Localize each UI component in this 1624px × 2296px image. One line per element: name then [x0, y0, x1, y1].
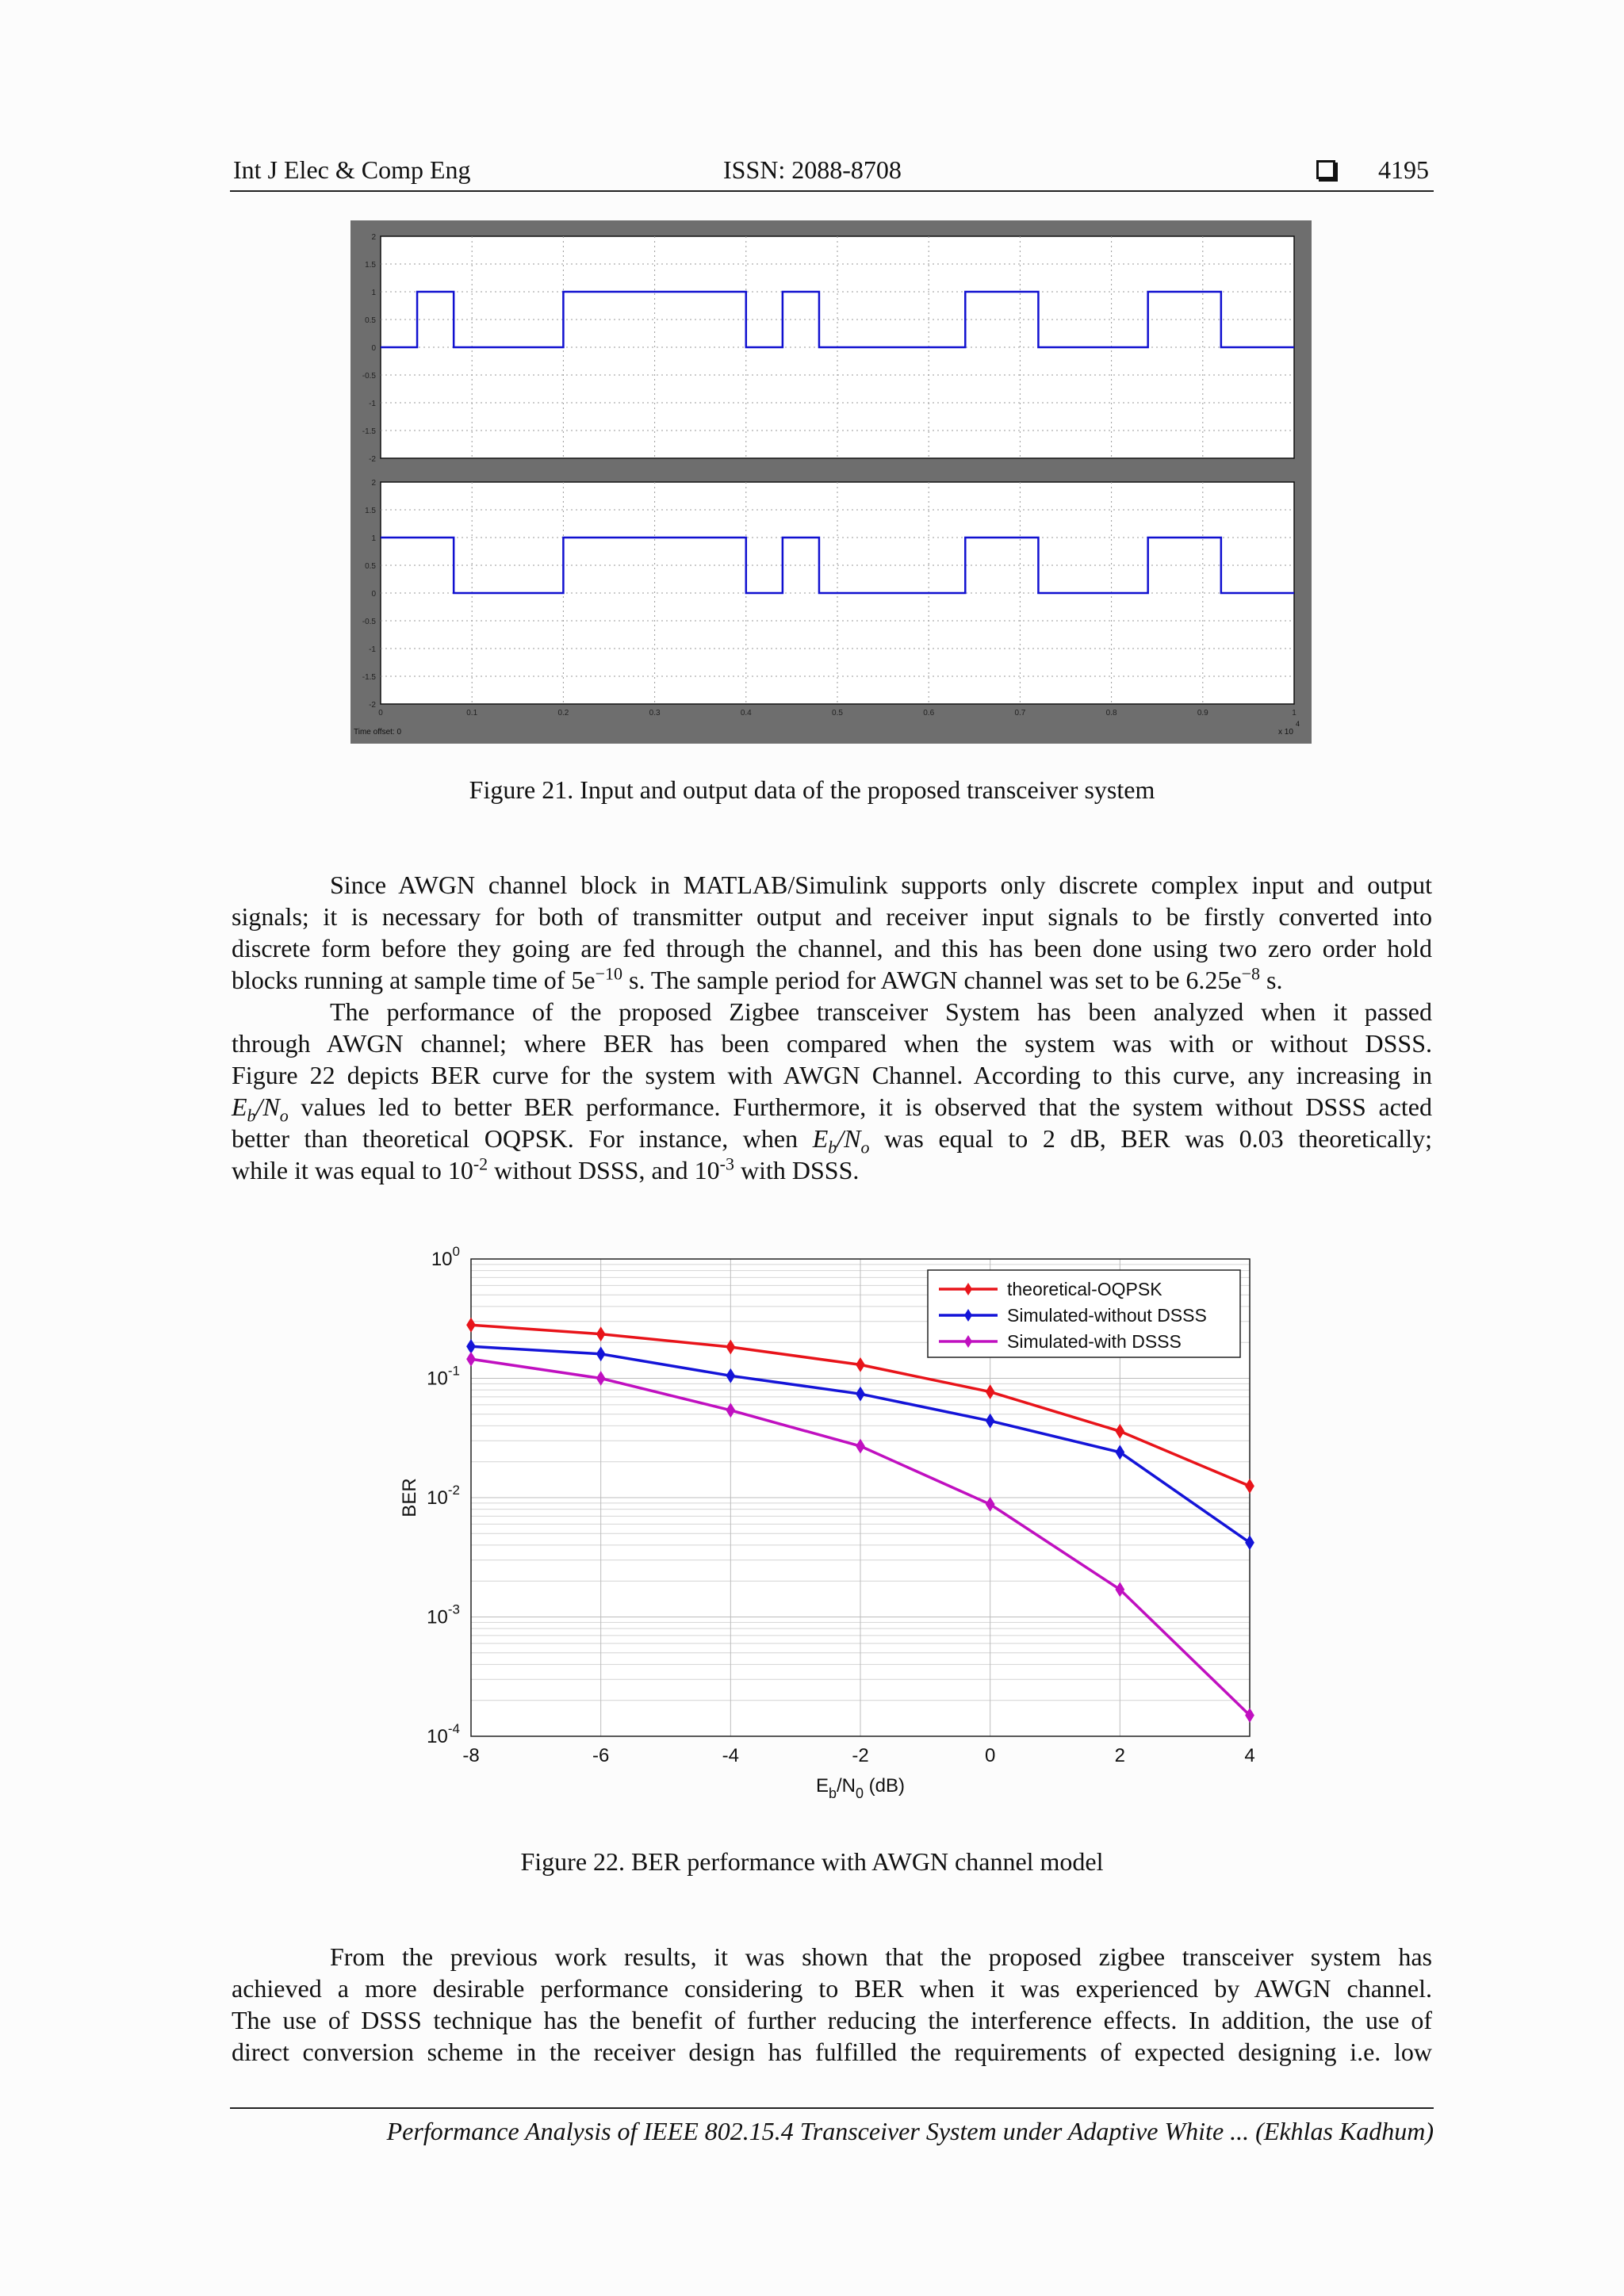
y-tick-label: -1: [369, 645, 376, 654]
y-tick-label: $10^{-4}$: [427, 1721, 460, 1747]
y-tick-label: 1: [371, 534, 376, 543]
y-tick-label: $10^{-3}$: [427, 1601, 460, 1628]
time-offset-label: Time offset: 0: [354, 728, 402, 737]
output-signal-panel: [362, 479, 1297, 718]
x-exponent-power: 4: [1296, 720, 1300, 728]
y-tick-label: 0: [371, 344, 376, 353]
y-tick-label: -0.5: [362, 618, 376, 626]
y-tick-label: $10^{-1}$: [427, 1363, 460, 1390]
x-axis-label: $E_b/N_0$ (dB): [815, 1775, 906, 1801]
y-tick-label: 0.5: [365, 562, 376, 571]
x-tick-label: 0.9: [1197, 709, 1208, 718]
text-line: Figure 22 depicts BER curve for the system with AWGN Channel. According to this curve, any increasing in: [232, 1061, 1432, 1089]
x-tick-label: 1: [1292, 709, 1297, 718]
paragraph-3: [232, 1941, 1432, 2068]
figure-21-scope: [350, 220, 1312, 744]
y-tick-label: 0: [371, 590, 376, 599]
x-exponent-label: x 10: [1278, 728, 1293, 737]
x-tick-label: 0.6: [923, 709, 935, 718]
y-tick-label: 2: [371, 479, 376, 488]
y-tick-label: -1.5: [362, 427, 376, 436]
x-tick-label: 0: [984, 1745, 996, 1766]
paragraph-1: [232, 869, 1432, 996]
text-line: better than theoretical OQPSK. For instance, when $E_b/N_o$ was equal to 2 dB, BER was 0.03 theoretically;: [232, 1124, 1433, 1158]
figure-22-caption: Figure 22. BER performance with AWGN channel model: [520, 1847, 1104, 1876]
text-line: signals; it is necessary for both of transmitter output and receiver input signals to be firstly converted into: [232, 902, 1432, 931]
y-tick-label: -1: [369, 400, 376, 408]
y-tick-label: -1.5: [362, 673, 376, 682]
x-tick-label: 2: [1114, 1745, 1126, 1766]
legend: [928, 1270, 1240, 1357]
x-tick-label: 0.7: [1014, 709, 1026, 718]
journal-name: Int J Elec & Comp Eng: [233, 155, 471, 184]
page-number: 4195: [1378, 155, 1429, 184]
text-line: while it was equal to $10^{-2}$ without DSSS, and $10^{-3}$ with DSSS.: [232, 1154, 860, 1184]
x-tick-label: 0.5: [832, 709, 843, 718]
text-line: The performance of the proposed Zigbee transceiver System has been analyzed when it passed: [330, 997, 1432, 1026]
y-tick-label: $10^{-2}$: [427, 1483, 460, 1509]
x-tick-label: 0.3: [649, 709, 661, 718]
y-tick-label: 1: [371, 289, 376, 297]
x-tick-label: -4: [722, 1745, 740, 1766]
text-line: blocks running at sample time of $5e^{-10}$ s. The sample period for AWGN channel was set to be $6.25e^{-8}$ s.: [232, 963, 1283, 994]
y-tick-label: 0.5: [365, 316, 376, 325]
page-header: [230, 155, 1434, 192]
y-tick-label: 1.5: [365, 261, 376, 270]
text-line: From the previous work results, it was shown that the proposed zigbee transceiver system has: [330, 1942, 1432, 1971]
text-line: achieved a more desirable performance considering to BER when it was experienced by AWGN channel.: [232, 1974, 1432, 2003]
paragraph-2: [232, 996, 1432, 1186]
x-tick-label: -2: [852, 1745, 869, 1766]
x-tick-label: 4: [1244, 1745, 1255, 1766]
y-tick-label: 1.5: [365, 507, 376, 515]
text-line: through AWGN channel; where BER has been compared when the system was with or without DSSS.: [232, 1029, 1432, 1058]
text-line: discrete form before they going are fed through the channel, and this has been done using two zero order hold: [232, 934, 1432, 962]
y-axis-label: BER: [399, 1478, 420, 1517]
x-tick-label: 0.2: [557, 709, 569, 718]
y-tick-label: 2: [371, 233, 376, 242]
legend-label: Simulated-with DSSS: [1007, 1331, 1182, 1352]
x-tick-label: 0.8: [1105, 709, 1117, 718]
text-line: $E_b/N_o$ values led to better BER performance. Furthermore, it is observed that the system without DSSS acted: [232, 1093, 1432, 1126]
x-tick-label: 0: [378, 709, 383, 718]
figure-22-ber-chart: [389, 1246, 1277, 1817]
legend-label: Simulated-without DSSS: [1007, 1305, 1207, 1326]
y-tick-label: -0.5: [362, 372, 376, 381]
x-tick-label: -6: [592, 1745, 610, 1766]
y-tick-label: -2: [369, 701, 376, 710]
figure-21-caption: Figure 21. Input and output data of the proposed transceiver system: [469, 775, 1155, 804]
x-tick-label: -8: [462, 1745, 480, 1766]
legend-label: theoretical-OQPSK: [1007, 1279, 1162, 1299]
y-tick-label: -2: [369, 455, 376, 464]
text-line: The use of DSSS technique has the benefit of further reducing the interference effects. In addition, the use of: [232, 2006, 1432, 2034]
x-tick-label: 0.1: [466, 709, 478, 718]
scope-plot: [350, 220, 1312, 744]
box-icon: [1316, 160, 1335, 179]
input-signal-panel: [362, 233, 1294, 464]
text-line: Since AWGN channel block in MATLAB/Simulink supports only discrete complex input and output: [330, 871, 1432, 899]
x-tick-label: 0.4: [740, 709, 752, 718]
text-line: direct conversion scheme in the receiver design has fulfilled the requirements of expected designing i.e. low: [232, 2038, 1432, 2066]
y-tick-label: $10^0$: [431, 1246, 460, 1270]
issn: ISSN: 2088-8708: [723, 155, 902, 184]
page-footer: Performance Analysis of IEEE 802.15.4 Transceiver System under Adaptive White ... (Ekhlas Kadhum): [230, 2107, 1434, 2146]
